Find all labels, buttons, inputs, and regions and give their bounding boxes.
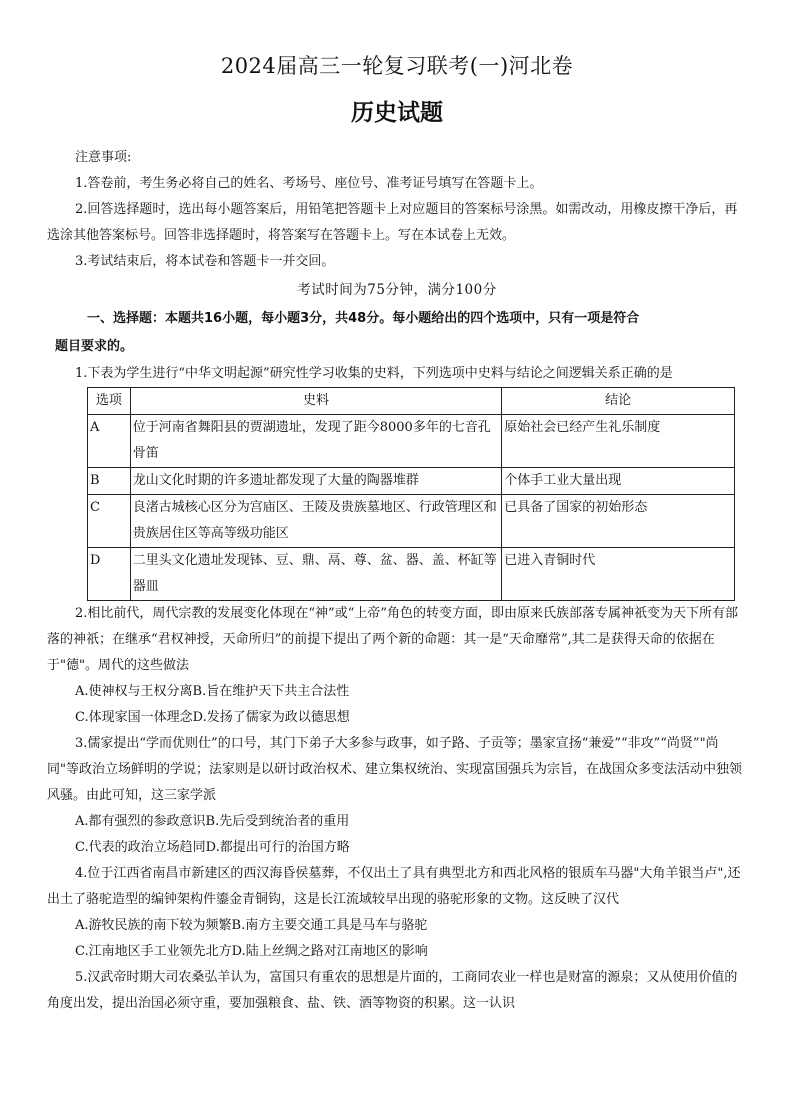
notice-item-1: 1.答卷前，考生务必将自己的姓名、考场号、座位号、准考证号填写在答题卡上。 (75, 176, 543, 191)
q2-stem: 2.相比前代，周代宗教的发展变化体现在“神”或“上帝”角色的转变方面，即由原来氏族部落专属神祇变为天下所有部落的神祇；在继承“君权神授，天命所归”的前提下提出了两个新的命题：其一是“天命靡常”,其二是获得天命的依据在于"德"。周代的这些做法 (47, 606, 738, 673)
table-cell-source: 位于河南省舞阳县的贾湖遗址，发现了距今8000多年的七音孔骨笛 (130, 415, 502, 468)
table-cell-conclusion: 原始社会已经产生礼乐制度 (502, 415, 735, 468)
table-row (88, 548, 735, 601)
q4-stem: 4.位于江西省南昌市新建区的西汉海昏侯墓葬，不仅出土了具有典型北方和西北风格的银质车马器"大角羊银当卢",还出土了骆驼造型的编钟架构件鎏金青铜钩，这是长江流域较早出现的骆驼形象的文物。这反映了汉代 (47, 866, 741, 907)
exam-title: 2024届高三一轮复习联考(一)河北卷 (220, 54, 574, 78)
q2-options-ab: A.使神权与王权分离B.旨在维护天下共主合法性 (75, 684, 350, 699)
table-header-row (88, 388, 735, 415)
exam-body (47, 145, 747, 1017)
table-row (88, 495, 735, 548)
table-cell-conclusion: 已进入青铜时代 (502, 548, 735, 601)
q3-options-ab: A.都有强烈的参政意识B.先后受到统治者的重用 (75, 814, 350, 829)
table-cell-source: 良渚古城核心区分为宫庙区、王陵及贵族墓地区、行政管理区和贵族居住区等高等级功能区 (130, 495, 502, 548)
q3-stem: 3.儒家提出“学而优则仕”的口号，其门下弟子大多参与政事，如子路、子贡等；墨家宣扬“兼爱”“非攻”“尚贤”"尚同"等政治立场鲜明的学说；法家则是以研讨政治权术、建立集权统治、实现富国强兵为宗旨，在战国众多变法活动中独领风骚。由此可知，这三家学派 (47, 736, 742, 803)
table-cell-option: D (88, 548, 131, 601)
table-cell-conclusion: 个体手工业大量出现 (502, 468, 735, 495)
q4-options-ab: A.游牧民族的南下较为频繁B.南方主要交通工具是马车与骆驼 (75, 918, 428, 933)
q5-stem: 5.汉武帝时期大司农桑弘羊认为，富国只有重农的思想是片面的，工商同农业一样也是财富的源泉；又从使用价值的角度出发，提出治国必须守重，要加强粮食、盐、铁、酒等物资的积累。这一认识 (47, 970, 738, 1011)
q3-options-cd: C.代表的政治立场趋同D.都提出可行的治国方略 (75, 840, 350, 855)
section-heading: 一、选择题：本题共16小题，每小题3分，共48分。每小题给出的四个选项中，只有一项是符合 (87, 311, 640, 326)
section-heading-cont: 题目要求的。 (55, 339, 134, 354)
q1-stem: 1.下表为学生进行“中华文明起源”研究性学习收集的史料，下列选项中史料与结论之间逻辑关系正确的是 (75, 366, 673, 381)
q4-options-cd: C.江南地区手工业领先北方D.陆上丝绸之路对江南地区的影响 (75, 944, 428, 959)
table-cell-option: A (88, 415, 131, 468)
table-cell-source: 二里头文化遗址发现钵、豆、鼎、鬲、尊、盆、器、盖、杯缸等器皿 (130, 548, 502, 601)
exam-info: 考试时间为75分钟，满分100分 (297, 282, 497, 298)
notice-heading: 注意事项: (75, 150, 132, 165)
notice-item-2: 2.回答选择题时，选出每小题答案后，用铅笔把答题卡上对应题目的答案标号涂黑。如需改动，用橡皮擦干净后，再选涂其他答案标号。回答非选择题时，将答案写在答题卡上。写在本试卷上无效。 (47, 202, 738, 243)
table-header-option: 选项 (88, 388, 131, 415)
subject-title: 历史试题 (351, 100, 443, 126)
table-row (88, 468, 735, 495)
table-row (88, 415, 735, 468)
table-cell-option: B (88, 468, 131, 495)
table-cell-conclusion: 已具备了国家的初始形态 (502, 495, 735, 548)
table-header-source: 史料 (130, 388, 502, 415)
q2-options-cd: C.体现家国一体理念D.发扬了儒家为政以德思想 (75, 710, 350, 725)
table-header-conclusion: 结论 (502, 388, 735, 415)
table-cell-source: 龙山文化时期的许多遗址都发现了大量的陶器堆群 (130, 468, 502, 495)
q1-table (87, 387, 735, 601)
notice-item-3: 3.考试结束后，将本试卷和答题卡一并交回。 (75, 254, 335, 269)
table-cell-option: C (88, 495, 131, 548)
